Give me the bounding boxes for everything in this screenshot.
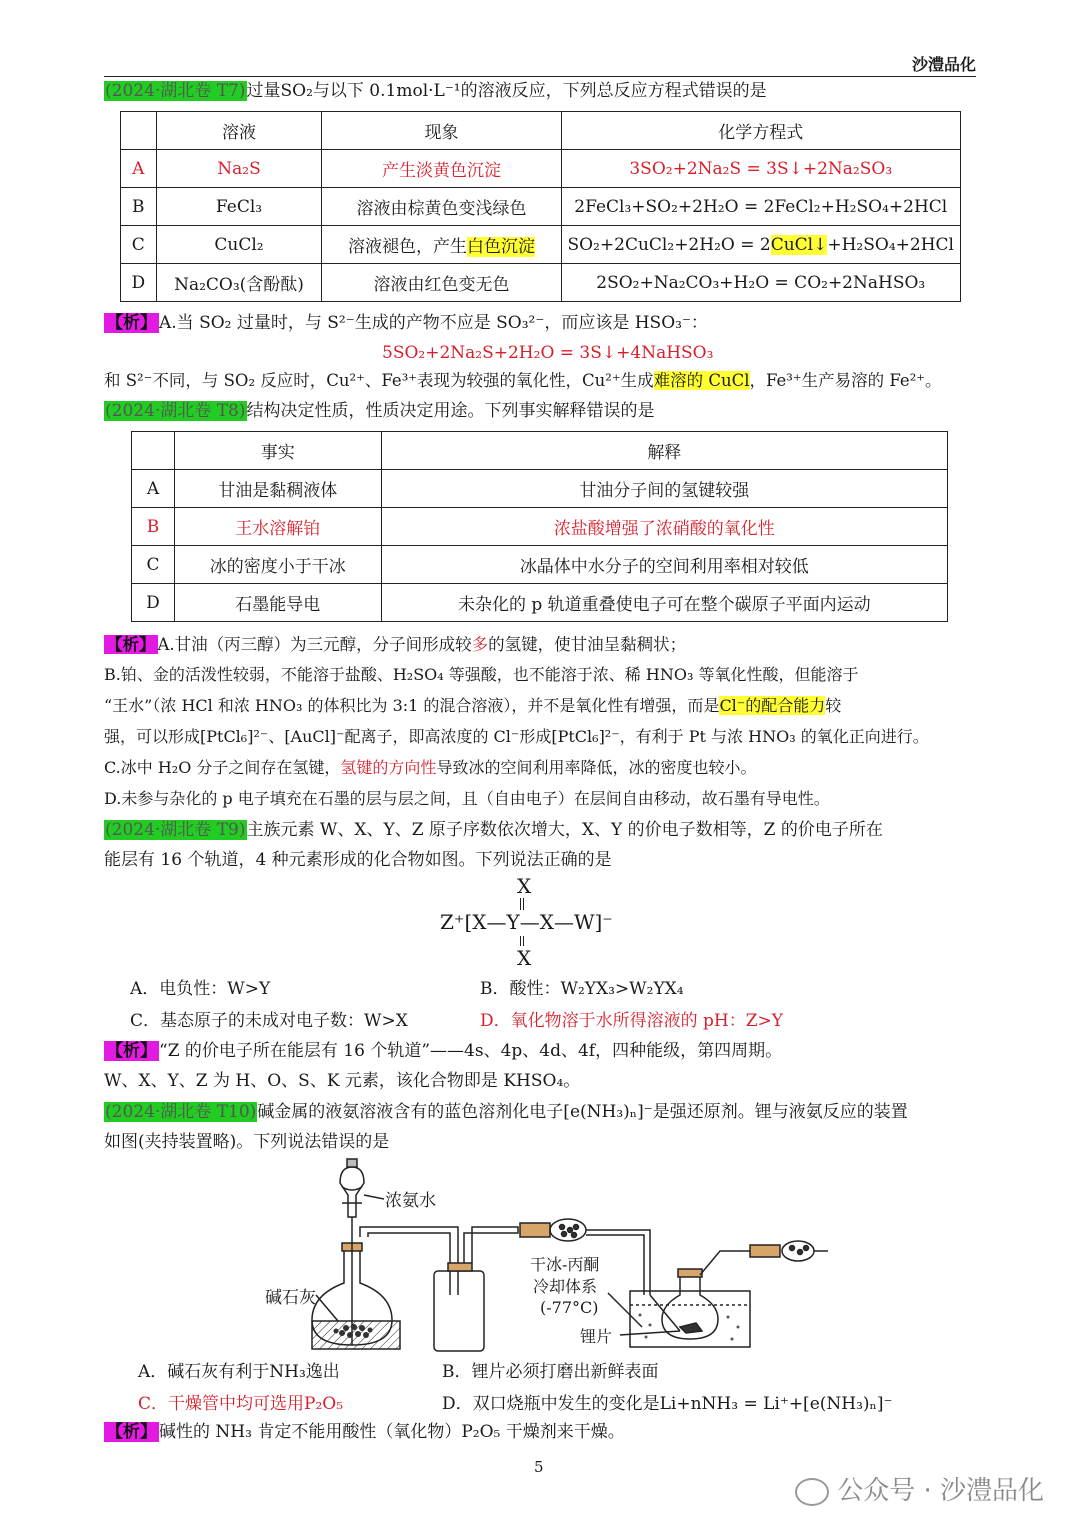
q8-analysis-text: 导致冰的空间利用率降低，冰的密度也较小。 xyxy=(436,758,757,777)
label-coolant-1: 干冰-丙酮 xyxy=(530,1255,600,1274)
analysis-tag: 【析】 xyxy=(106,313,157,333)
q10-source-tag: (2024·湖北卷 T10) xyxy=(105,1102,257,1122)
q7-table-header xyxy=(121,112,961,150)
q8-analysis-text: A.甘油（丙三醇）为三元醇，分子间形成较 xyxy=(157,635,472,654)
equation-text: +H₂SO₄+2HCl xyxy=(827,234,954,255)
table-row xyxy=(132,546,948,584)
table-row xyxy=(121,150,961,188)
q7-analysis-equation: 5SO₂+2Na₂S+2H₂O = 3S↓+4NaHSO₃ xyxy=(382,343,714,363)
row-label: B xyxy=(121,188,157,226)
q8-analysis-line-1 xyxy=(104,632,686,658)
structure-prefix: Z⁺[X— xyxy=(440,910,507,934)
structure-main-row xyxy=(440,910,613,934)
q8-stem-line xyxy=(104,398,655,424)
solution-cell: Na₂S xyxy=(156,150,322,188)
equation-text: SO₂+2CuCl₂+2H₂O = 2 xyxy=(567,234,771,255)
q9-analysis-line-1 xyxy=(104,1038,782,1064)
label-coolant-3: (-77°C) xyxy=(540,1298,599,1317)
q8-stem: 结构决定性质，性质决定用途。下列事实解释错误的是 xyxy=(246,401,655,421)
q10-stem-line-1 xyxy=(104,1099,908,1125)
row-label: D xyxy=(121,264,157,302)
solution-cell: CuCl₂ xyxy=(156,226,322,264)
explain-cell: 冰晶体中水分子的空间利用率相对较低 xyxy=(381,546,947,584)
q9-analysis-text: “Z 的价电子所在能层有 16 个轨道”——4s、4p、4d、4f，四种能级，第四周期。 xyxy=(159,1041,783,1061)
stand-block xyxy=(312,1321,400,1349)
q10-option-b: B．锂片必须打磨出新鲜表面 xyxy=(442,1362,659,1382)
q7-analysis-text: ，Fe³⁺生产易溶的 Fe²⁺。 xyxy=(749,371,942,390)
q10-option-d: D．双口烧瓶中发生的变化是Li+nNH₃ = Li⁺+[e(NH₃)ₙ]⁻ xyxy=(442,1394,893,1414)
highlight-insoluble-cucl: 难溶的 CuCl xyxy=(653,371,750,390)
q7-header-solution: 溶液 xyxy=(156,112,322,150)
q8-analysis-text: “王水”（浓 HCl 和浓 HNO₃ 的体积比为 3:1 的混合溶液），并不是氧化性有增强，而是 xyxy=(104,696,720,715)
q9-stem: 主族元素 W、X、Y、Z 原子序数依次增大，X、Y 的价电子数相等，Z 的价电子所在 xyxy=(246,820,883,840)
label-lithium: 锂片 xyxy=(580,1327,613,1346)
q7-analysis-line-1 xyxy=(104,310,708,336)
wechat-icon xyxy=(795,1478,829,1506)
q7-header-phenomenon: 现象 xyxy=(322,112,561,150)
table-row xyxy=(121,226,961,264)
q8-analysis-text: 较 xyxy=(825,696,842,715)
header-brand: 沙澧品化 xyxy=(911,55,976,74)
q9-structure-diagram xyxy=(440,874,640,970)
explain-cell: 甘油分子间的氢键较强 xyxy=(381,470,947,508)
page-number: 5 xyxy=(534,1458,544,1476)
watermark xyxy=(795,1470,1044,1507)
q8-header-fact: 事实 xyxy=(174,432,381,470)
label-ammonia: 浓氨水 xyxy=(385,1191,436,1211)
q7-stem-line xyxy=(104,78,767,104)
q7-analysis-text: 和 S²⁻不同，与 SO₂ 反应时，Cu²⁺、Fe³⁺表现为较强的氧化性，Cu²⁺生成 xyxy=(104,371,654,390)
q8-table xyxy=(131,431,948,622)
q8-analysis-line-3 xyxy=(104,693,841,719)
q9-source-tag: (2024·湖北卷 T9) xyxy=(105,820,246,840)
phenomenon-cell: 产生淡黄色沉淀 xyxy=(322,150,561,188)
label-soda-lime: 碱石灰 xyxy=(265,1288,316,1308)
q8-analysis-line-6: D.未参与杂化的 p 电子填充在石墨的层与层之间，且（自由电子）在层间自由移动，故石墨有导电性。 xyxy=(104,789,830,808)
q9-stem-line-2: 能层有 16 个轨道，4 种元素形成的化合物如图。下列说法正确的是 xyxy=(104,850,612,870)
q7-header-blank xyxy=(121,112,157,150)
separatory-funnel-icon xyxy=(340,1167,364,1217)
fact-cell: 石墨能导电 xyxy=(174,584,381,622)
q7-analysis-line-3 xyxy=(104,368,942,394)
q8-analysis-red: 氢键的方向性 xyxy=(340,758,437,777)
q9-option-b: B．酸性：W₂YX₃>W₂YX₄ xyxy=(480,979,684,999)
q9-option-c: C．基态原子的未成对电子数：W>X xyxy=(130,1011,408,1031)
row-label: D xyxy=(132,584,175,622)
q7-stem: 过量SO₂与以下 0.1mol·L⁻¹的溶液反应，下列总反应方程式错误的是 xyxy=(246,81,767,101)
q8-analysis-line-4: 强，可以形成[PtCl₆]²⁻、[AuCl]⁻配离子，即高浓度的 Cl⁻形成[PtCl₆]²⁻，有利于 Pt 与浓 HNO₃ 的氧化正向进行。 xyxy=(104,727,929,746)
q9-option-d: D．氧化物溶于水所得溶液的 pH：Z>Y xyxy=(480,1011,784,1031)
fact-cell: 冰的密度小于干冰 xyxy=(174,546,381,584)
analysis-tag: 【析】 xyxy=(106,635,156,654)
q10-analysis-line-1 xyxy=(104,1419,625,1445)
gas-washing-bottle-icon xyxy=(434,1271,484,1351)
q7-source-tag: (2024·湖北卷 T7) xyxy=(105,81,246,101)
equation-cell xyxy=(561,226,960,264)
highlight-cucl: CuCl↓ xyxy=(770,234,828,255)
phenomenon-cell: 溶液由红色变无色 xyxy=(322,264,561,302)
row-label: A xyxy=(121,150,157,188)
highlight-white-precipitate: 白色沉淀 xyxy=(466,237,535,257)
q8-analysis-text: C.冰中 H₂O 分子之间存在氢键， xyxy=(104,758,341,777)
fact-cell: 甘油是黏稠液体 xyxy=(174,470,381,508)
solution-cell: Na₂CO₃(含酚酞) xyxy=(156,264,322,302)
row-label: A xyxy=(132,470,175,508)
q10-stem-line-2: 如图(夹持装置略)。下列说法错误的是 xyxy=(104,1132,390,1152)
fact-cell: 王水溶解铂 xyxy=(174,508,381,546)
equation-cell: 2FeCl₃+SO₂+2H₂O = 2FeCl₂+H₂SO₄+2HCl xyxy=(561,188,960,226)
double-bond-bottom xyxy=(520,936,524,946)
q8-header-explain: 解释 xyxy=(381,432,947,470)
q9-analysis-line-2: W、X、Y、Z 为 H、O、S、K 元素，该化合物即是 KHSO₄。 xyxy=(104,1071,581,1091)
q9-stem-line-1 xyxy=(104,817,883,843)
q8-analysis-line-2: B.铂、金的活泼性较弱，不能溶于盐酸、H₂SO₄ 等强酸，也不能溶于浓、稀 HNO₃ 等氧化性酸，但能溶于 xyxy=(104,665,859,684)
equation-cell: 3SO₂+2Na₂S = 3S↓+2Na₂SO₃ xyxy=(561,150,960,188)
table-row xyxy=(132,584,948,622)
q7-analysis-text: A.当 SO₂ 过量时，与 S²⁻生成的产物不应是 SO₃²⁻，而应该是 HSO₃⁻： xyxy=(159,313,708,333)
q7-header-equation: 化学方程式 xyxy=(561,112,960,150)
double-bond-top xyxy=(520,898,524,910)
explain-cell: 未杂化的 p 轨道重叠使电子可在整个碳原子平面内运动 xyxy=(381,584,947,622)
header-divider xyxy=(104,76,976,77)
q8-analysis-line-5 xyxy=(104,755,756,781)
label-coolant-2: 冷却体系 xyxy=(533,1277,598,1296)
solution-cell: FeCl₃ xyxy=(156,188,322,226)
row-label: B xyxy=(132,508,175,546)
lithium-icon xyxy=(680,1323,702,1333)
structure-bottom-atom: X xyxy=(517,946,532,970)
highlight-cl-complexing: Cl⁻的配合能力 xyxy=(719,696,826,715)
q8-analysis-red: 多 xyxy=(471,635,489,654)
table-row xyxy=(121,188,961,226)
equation-cell: 2SO₂+Na₂CO₃+H₂O = CO₂+2NaHSO₃ xyxy=(561,264,960,302)
structure-suffix: —X—W]⁻ xyxy=(519,910,613,934)
explain-cell: 浓盐酸增强了浓硝酸的氧化性 xyxy=(381,508,947,546)
q10-analysis-text: 碱性的 NH₃ 肯定不能用酸性（氧化物）P₂O₅ 干燥剂来干燥。 xyxy=(159,1422,625,1442)
q9-option-a: A．电负性：W>Y xyxy=(130,979,271,999)
q8-table-header xyxy=(132,432,948,470)
table-row xyxy=(121,264,961,302)
q10-stem: 碱金属的液氨溶液含有的蓝色溶剂化电子[e(NH₃)ₙ]⁻是强还原剂。锂与液氨反应的装置 xyxy=(257,1102,908,1122)
structure-center: Y xyxy=(506,910,520,934)
analysis-tag: 【析】 xyxy=(106,1422,157,1442)
watermark-text: 公众号 · 沙澧品化 xyxy=(837,1476,1044,1506)
row-label: C xyxy=(132,546,175,584)
q8-analysis-text: 的氢键，使甘油呈黏稠状； xyxy=(488,635,687,654)
q10-option-a: A．碱石灰有利于NH₃逸出 xyxy=(138,1362,340,1382)
table-row xyxy=(132,508,948,546)
table-row xyxy=(132,470,948,508)
q10-option-c: C．干燥管中均可选用P₂O₅ xyxy=(138,1394,344,1414)
q7-table xyxy=(120,111,961,302)
q8-header-blank xyxy=(132,432,175,470)
phenomenon-cell xyxy=(322,226,561,264)
analysis-tag: 【析】 xyxy=(106,1041,157,1061)
structure-top-atom: X xyxy=(517,874,532,898)
phenomenon-text: 溶液褪色，产生 xyxy=(347,237,467,257)
row-label: C xyxy=(121,226,157,264)
phenomenon-cell: 溶液由棕黄色变浅绿色 xyxy=(322,188,561,226)
q8-source-tag: (2024·湖北卷 T8) xyxy=(105,401,246,421)
